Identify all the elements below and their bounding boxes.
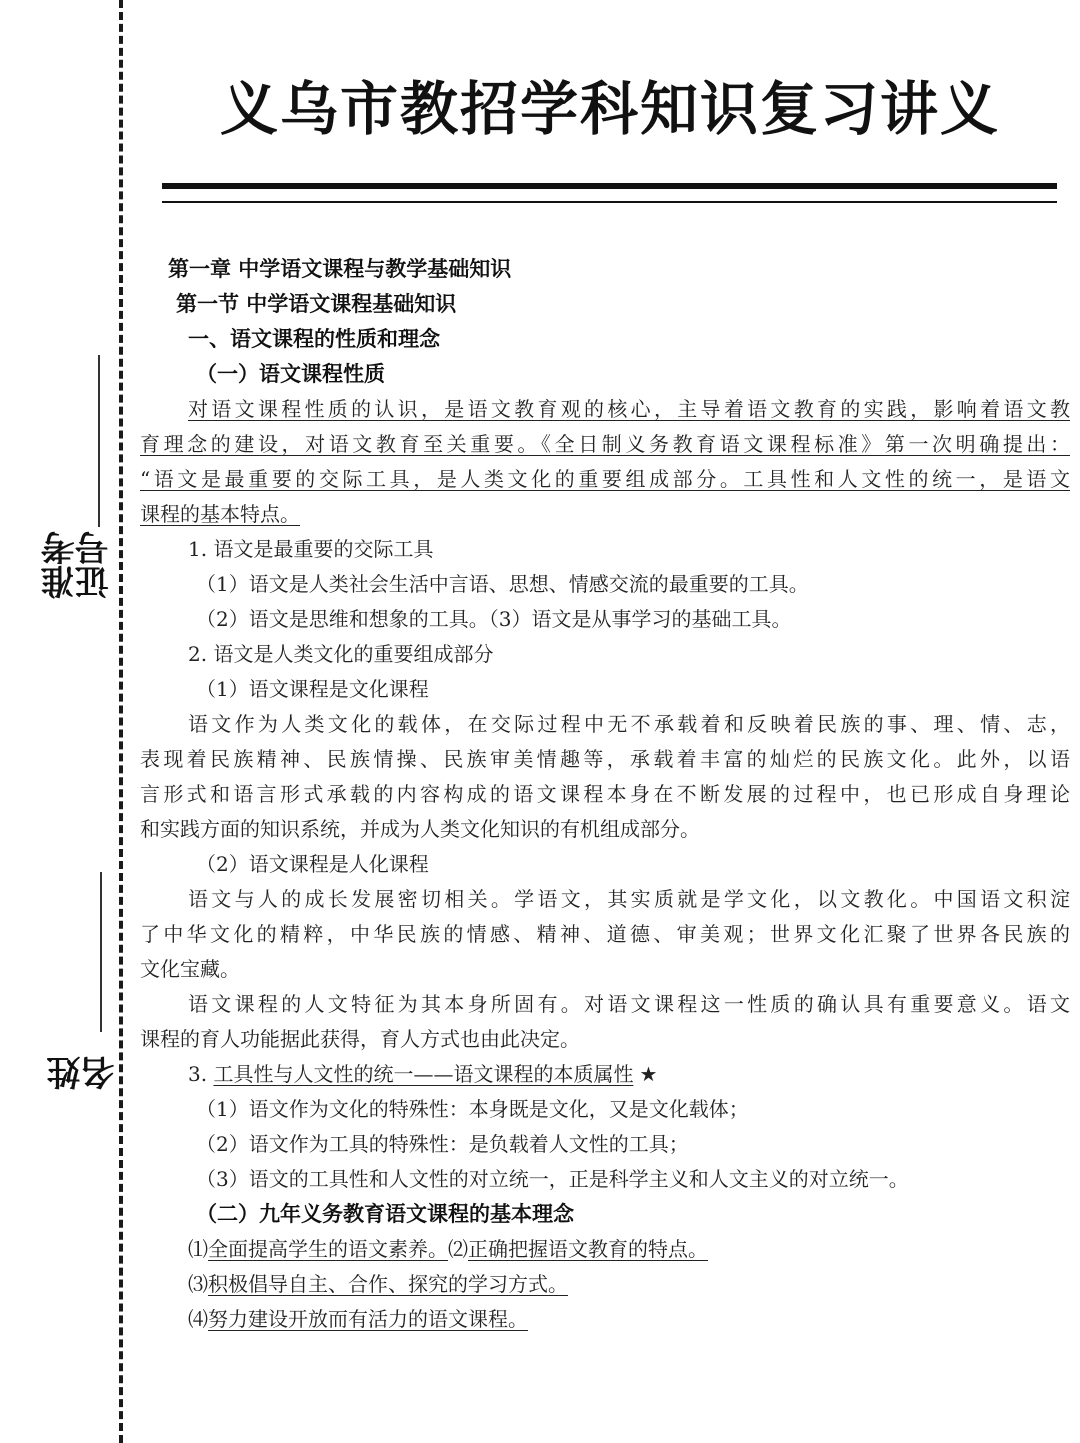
- paragraph-line: 语文作为人类文化的载体，在交际过程中无不承载着和反映着民族的事、理、情、志，: [188, 712, 1070, 736]
- point-3-item: （3）语文的工具性和人文性的对立统一，正是科学主义和人文主义的对立统一。: [196, 1167, 909, 1191]
- idea-text: 积极倡导自主、合作、探究的学习方式。: [208, 1272, 568, 1296]
- page-title: 义乌市教招学科知识复习讲义: [219, 75, 1000, 143]
- point-3-text: 工具性与人文性的统一——语文课程的本质属性: [213, 1062, 634, 1086]
- point-1: 1. 语文是最重要的交际工具: [188, 537, 434, 561]
- idea-line: [140, 1267, 1070, 1302]
- idea-number: ⑷: [188, 1307, 208, 1331]
- idea-line: [140, 1232, 1070, 1267]
- idea-line: [140, 1302, 1070, 1337]
- paragraph-line: 文化宝藏。: [140, 957, 240, 981]
- idea-number: ⑵: [448, 1237, 468, 1261]
- point-1-item: （2）语文是思维和想象的工具。（3）语文是从事学习的基础工具。: [196, 607, 792, 631]
- part-heading: 一、语文课程的性质和理念: [188, 327, 440, 351]
- point-2: 2. 语文是人类文化的重要组成部分: [188, 642, 494, 666]
- chapter-heading: 第一章 中学语文课程与教学基础知识: [168, 257, 512, 281]
- intro-line: 对语文课程性质的认识，是语文教育观的核心，主导着语文教育的实践，影响着语文教: [188, 397, 1070, 421]
- intro-line: 育理念的建设，对语文教育至关重要。《全日制义务教育语文课程标准》第一次明确提出：: [140, 432, 1070, 456]
- paragraph-line: 言形式和语言形式承载的内容构成的语文课程本身在不断发展的过程中，也已形成自身理论: [140, 782, 1070, 806]
- subsection-heading-nature: （一）语文课程性质: [196, 362, 385, 386]
- intro-line: “语文是最重要的交际工具，是人类文化的重要组成部分。工具性和人文性的统一，是语文: [140, 467, 1070, 491]
- point-2-item: （2）语文课程是人化课程: [196, 852, 429, 876]
- point-1-item: （1）语文是人类社会生活中言语、思想、情感交流的最重要的工具。: [196, 572, 809, 596]
- name-underline: [100, 872, 102, 1032]
- exam-number-field: [20, 355, 115, 605]
- idea-number: ⑴: [188, 1237, 208, 1261]
- star-icon: ★: [639, 1062, 658, 1086]
- idea-text: 正确把握语文教育的特点。: [468, 1237, 708, 1261]
- exam-number-underline: [98, 355, 100, 527]
- binding-cut-line: [119, 0, 123, 1443]
- paragraph-line: 课程的育人功能据此获得，育人方式也由此决定。: [140, 1027, 580, 1051]
- intro-line: 课程的基本特点。: [140, 502, 300, 526]
- idea-text: 全面提高学生的语文素养。: [208, 1237, 448, 1261]
- section-heading: 第一节 中学语文课程基础知识: [176, 292, 457, 316]
- document-body: [140, 252, 1070, 1337]
- paragraph-line: 语文与人的成长发展密切相关。学语文，其实质就是学文化，以文教化。中国语文积淀: [188, 887, 1070, 911]
- point-3: [140, 1057, 1070, 1092]
- paragraph-line: 语文课程的人文特征为其本身所固有。对语文课程这一性质的确认具有重要意义。语文: [188, 992, 1070, 1016]
- name-label: 姓名: [47, 1056, 121, 1090]
- subsection-heading-ideas: （二）九年义务教育语文课程的基本理念: [196, 1202, 574, 1226]
- name-field: [20, 872, 121, 1092]
- title-rule-thick: [162, 183, 1057, 189]
- exam-number-label: 准考证号: [41, 531, 115, 599]
- idea-text: 努力建设开放而有活力的语文课程。: [208, 1307, 528, 1331]
- point-2-item: （1）语文课程是文化课程: [196, 677, 429, 701]
- point-3-item: （2）语文作为工具的特殊性：是负载着人文性的工具；: [196, 1132, 689, 1156]
- paragraph-line: 表现着民族精神、民族情操、民族审美情趣等，承载着丰富的灿烂的民族文化。此外，以语: [140, 747, 1070, 771]
- title-rule-thin: [162, 201, 1057, 203]
- paragraph-line: 了中华文化的精粹，中华民族的情感、精神、道德、审美观；世界文化汇聚了世界各民族的: [140, 922, 1070, 946]
- point-3-number: 3.: [188, 1062, 208, 1086]
- point-3-item: （1）语文作为文化的特殊性：本身既是文化，又是文化载体；: [196, 1097, 749, 1121]
- idea-number: ⑶: [188, 1272, 208, 1296]
- paragraph-line: 和实践方面的知识系统，并成为人类文化知识的有机组成部分。: [140, 817, 700, 841]
